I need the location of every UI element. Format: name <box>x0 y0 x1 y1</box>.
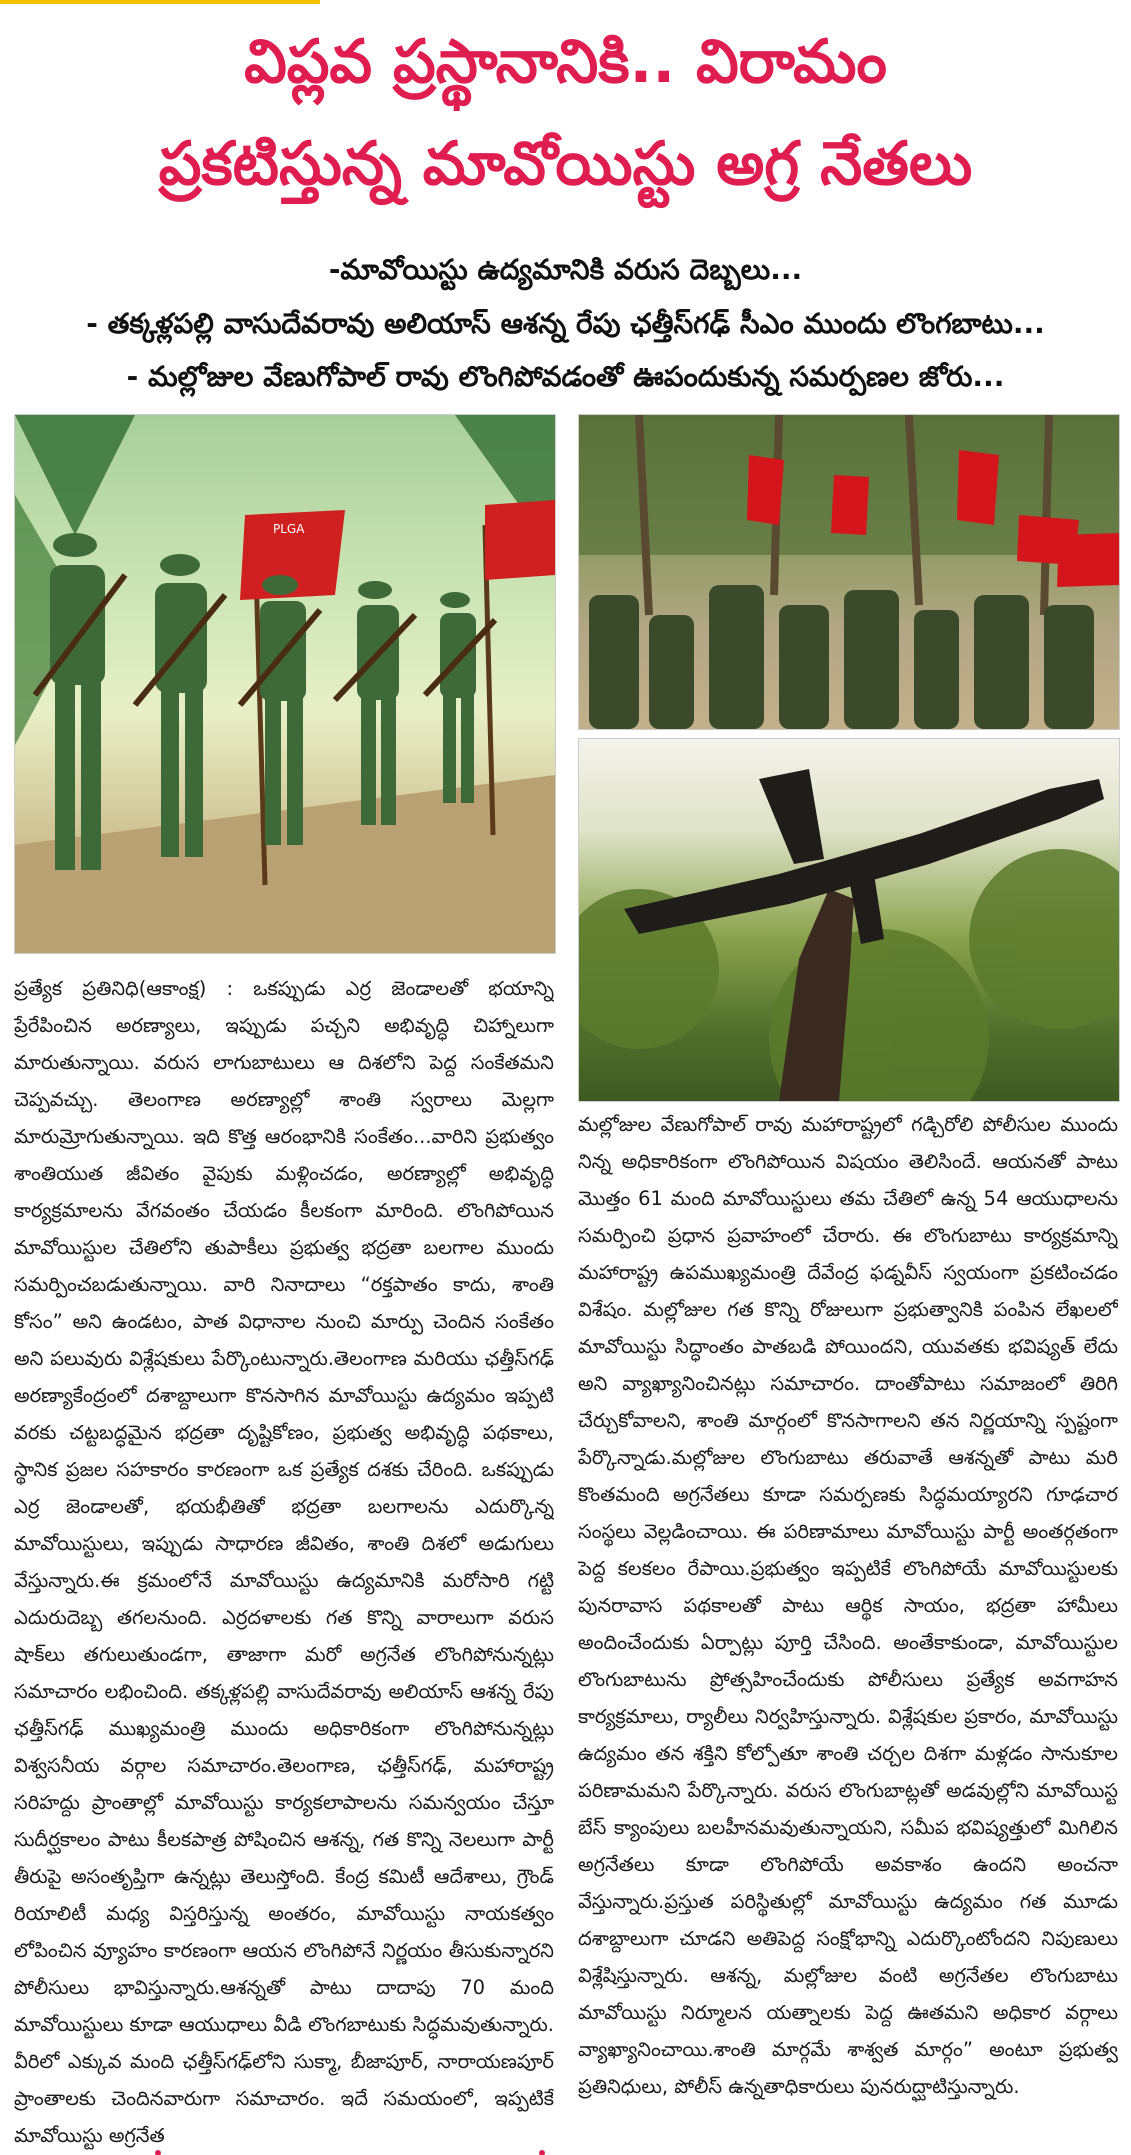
subheading-1: -మావోయిస్టు ఉద్యమానికి వరుస దెబ్బలు... <box>328 253 803 286</box>
article-column-2: మల్లోజుల వేణుగోపాల్ రావు మహారాష్ట్రలో గడ్చిరోలి పోలీసుల ముందు నిన్న అధికారికంగా లొంగిపోయిన విషయం తెలిసిందే. ఆయనతో పాటు మొత్తం 61 మంది మావోయిస్టులు తమ చేతిలో ఉన్న 54 ఆయుధాలను సమర్పించి ప్రధాన ప్రవాహంలో చేరారు. ఈ లొంగుబాటు కార్యక్రమాన్ని మహారాష్ట్ర ఉపముఖ్యమంత్రి దేవేంద్ర ఫడ్నవీస్ స్వయంగా ప్రకటించడం విశేషం. మల్లోజుల గత కొన్ని రోజులుగా ప్రభుత్వానికి పంపిన లేఖలలో మావోయిస్టు సిద్ధాంతం పాతబడి పోయిందని, యువతకు భవిష్యత్ లేదు అని వ్యాఖ్యానించినట్లు సమాచారం. దాంతోపాటు సమాజంలో తిరిగి చేర్చుకోవాలని, శాంతి మార్గంలో కొనసాగాలని తన నిర్ణయాన్ని స్పష్టంగా పేర్కొన్నాడు.మల్లోజుల లొంగుబాటు తరువాతే ఆశన్నతో పాటు మరి కొంతమంది అగ్రనేతలు కూడా సమర్పణకు సిద్ధమయ్యారని గూఢచార సంస్థలు వెల్లడించాయి. ఈ పరిణామాలు మావోయిస్టు పార్టీ అంతర్గతంగా పెద్ద కలకలం రేపాయి.ప్రభుత్వం ఇప్పటికే లొంగిపోయే మావోయిస్టులకు పునరావాస పథకాలతో పాటు ఆర్థిక సాయం, భద్రతా హామీలు అందించేందుకు ఏర్పాట్లు పూర్తి చేసింది. అంతేకాకుండా, మావోయిస్టుల లొంగుబాటును ప్రోత్సహించేందుకు పోలీసులు ప్రత్యేక అవగాహన కార్యక్రమాలు, ర్యాలీలు నిర్వహిస్తున్నారు. విశ్లేషకుల ప్రకారం, మావోయిస్టు ఉద్యమం తన శక్తిని కోల్పోతూ శాంతి చర్చల దిశగా మళ్లడం సానుకూల పరిణామమని పేర్కొన్నారు. వరుస లొంగుబాట్లతో అడవుల్లోని మావోయిస్ట బేస్ క్యాంపులు బలహీనమవుతున్నాయని, సమీప భవిష్యత్తులో మిగిలిన అగ్రనేతలు కూడా లొంగిపోయే అవకాశం ఉందని అంచనా వేస్తున్నారు.ప్రస్తుత పరిస్థితుల్లో మావోయిస్టు ఉద్యమం గత మూడు దశాబ్దాలుగా చూడని అతిపెద్ద సంక్షోభాన్ని ఎదుర్కొంటోందని నిపుణులు విశ్లేషిస్తున్నారు. ఆశన్న, మల్లోజుల వంటి అగ్రనేతల లొంగుబాటు మావోయిస్టు నిర్మూలన యత్నాలకు పెద్ద ఊతమని అధికార వర్గాలు వ్యాఖ్యానించాయి.శాంతి మార్గమే శాశ్వత మార్గం” అంటూ ప్రభుత్వ ప్రతినిధులు, పోలీస్ ఉన్నతాధికారులు పునరుద్ఘాటిస్తున్నారు. <box>578 1113 1118 2098</box>
maoist-march-illustration <box>14 414 556 954</box>
top-accent-bar <box>0 0 320 4</box>
raised-rifle-art <box>579 739 1119 1101</box>
subheading-3: - మల్లోజుల వేణుగోపాల్ రావు లొంగిపోవడంతో ఊపందుకున్న సమర్పణల జోరు... <box>126 360 1005 393</box>
headline-line-1: విప్లవ ప్రస్థానానికి.. విరామం <box>244 27 887 97</box>
march-illustration-art <box>15 415 555 953</box>
forest-gathering-art <box>579 415 1119 729</box>
article-column-1: ప్రత్యేక ప్రతినిధి(ఆకాంక్ష) : ఒకప్పుడు ఎర్ర జెండాలతో భయాన్ని ప్రేరేపించిన అరణ్యాలు, ఇప్పుడు పచ్చని అభివృద్ధి చిహ్నాలుగా మారుతున్నాయి. వరుస లాగుబాటులు ఆ దిశలోని పెద్ద సంకేతమని చెప్పవచ్చు. తెలంగాణ అరణ్యాల్లో శాంతి స్వరాలు మెల్లగా మారుమ్రోగుతున్నాయి. ఇది కొత్త ఆరంభానికి సంకేతం...వారిని ప్రభుత్వం శాంతియుత జీవితం వైపుకు మళ్లించడం, అరణ్యాల్లో అభివృద్ధి కార్యక్రమాలను వేగవంతం చేయడం కీలకంగా మారింది. లొంగిపోయిన మావోయిస్టుల చేతిలోని తుపాకీలు ప్రభుత్వ భద్రతా బలగాల ముందు సమర్పించబడుతున్నాయి. వారి నినాదాలు “రక్తపాతం కాదు, శాంతి కోసం” అని ఉండటం, పాత విధానాల నుంచి మార్పు చెందిన సంకేతం అని పలువురు విశ్లేషకులు పేర్కొంటున్నారు.తెలంగాణ మరియు ఛత్తీస్‌గఢ్ అరణ్యాకేంద్రంలో దశాబ్దాలుగా కొనసాగిన మావోయిస్టు ఉద్యమం ఇప్పటి వరకు చట్టబద్ధమైన భద్రతా దృష్టికోణం, ప్రభుత్వ అభివృద్ధి పథకాలు, స్థానిక ప్రజల సహకారం కారణంగా ఒక ప్రత్యేక దశకు చేరింది. ఒకప్పుడు ఎర్ర జెండాలతో, భయభీతితో భద్రతా బలగాలను ఎదుర్కొన్న మావోయిస్టులు, ఇప్పుడు సాధారణ జీవితం, శాంతి దిశలో అడుగులు వేస్తున్నారు.ఈ క్రమంలోనే మావోయిస్టు ఉద్యమానికి మరోసారి గట్టి ఎదురుదెబ్బ తగలనుంది. ఎర్రదళాలకు గత కొన్ని వారాలుగా వరుస షాక్‌లు తగులుతుండగా, తాజాగా మరో అగ్రనేత లొంగిపోనున్నట్లు సమాచారం లభించింది. తక్కళ్లపల్లి వాసుదేవరావు అలియాస్ ఆశన్న రేపు ఛత్తీస్‌గఢ్ ముఖ్యమంత్రి ముందు అధికారికంగా లొంగిపోనున్నట్లు విశ్వసనీయ వర్గాల సమాచారం.తెలంగాణ, ఛత్తీస్‌గఢ్, మహారాష్ట్ర సరిహద్దు ప్రాంతాల్లో మావోయిస్టు కార్యకలాపాలను సమన్వయం చేస్తూ సుదీర్ఘకాలం పాటు కీలకపాత్ర పోషించిన ఆశన్న, గత కొన్ని నెలలుగా పార్టీ తీరుపై అసంతృప్తిగా ఉన్నట్లు తెలుస్తోంది. కేంద్ర కమిటీ ఆదేశాలు, గ్రౌండ్ రియాలిటీ మధ్య విస్తరిస్తున్న అంతరం, మావోయిస్టు నాయకత్వం లోపించిన వ్యూహం కారణంగా ఆయన లొంగిపోనే నిర్ణయం తీసుకున్నారని పోలీసులు భావిస్తున్నారు.ఆశన్నతో పాటు దాదాపు 70 మంది మావోయిస్టులు కూడా ఆయుధాలు వీడి లొంగబాటుకు సిద్ధమవుతున్నారు. వీరిలో ఎక్కువ మంది ఛత్తీస్‌గఢ్‌లోని సుక్మా, బీజాపూర్, నారాయణపూర్ ప్రాంతాలకు చెందినవారుగా సమాచారం. ఇదే సమయంలో, ఇప్పటికే మావోయిస్టు అగ్రనేత <box>14 977 554 2147</box>
subheading-2: - తక్కళ్లపల్లి వాసుదేవరావు అలియాస్ ఆశన్న రేపు ఛత్తీస్‌గఢ్ సీఎం ముందు లొంగబాటు... <box>86 307 1045 340</box>
cadres-forest-photo <box>578 414 1120 730</box>
cadre-figures-group <box>589 585 1094 729</box>
flag-label: PLGA <box>273 522 305 536</box>
raised-rifle-photo <box>578 738 1120 1102</box>
headline-line-2: ప్రకటిస్తున్న మావోయిస్టు అగ్ర నేతలు <box>158 129 973 199</box>
bottom-decoration <box>150 2148 550 2155</box>
